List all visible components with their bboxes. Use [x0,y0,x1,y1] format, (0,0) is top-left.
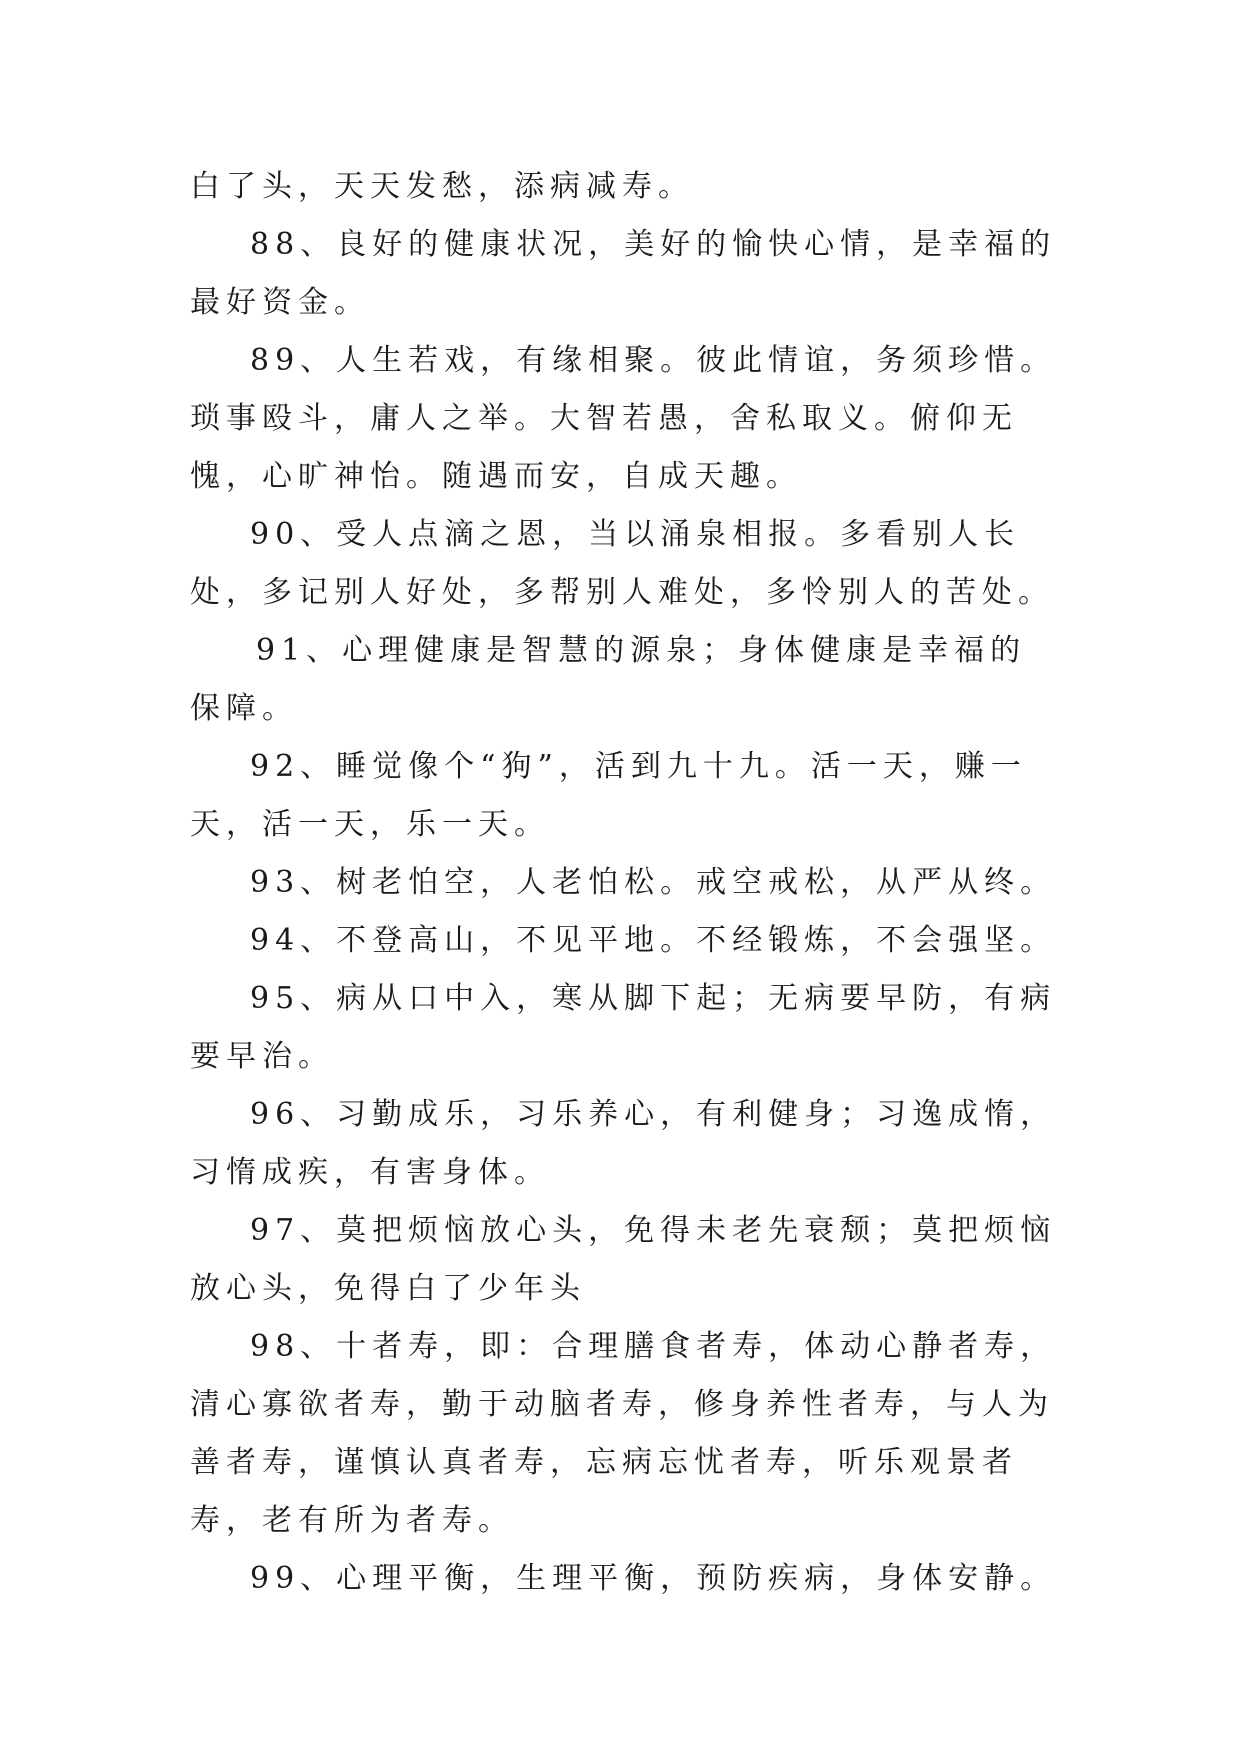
paragraph-99: 99、心理平衡，生理平衡，预防疾病，身体安静。 [250,1561,1057,1596]
paragraph-91: 91、心理健康是智慧的源泉；身体健康是幸福的保障。 [190,633,1027,726]
paragraph-96: 96、习勤成乐，习乐养心，有利健身；习逸成惰，习惰成疾，有害身体。 [190,1097,1057,1190]
paragraph-90: 90、受人点滴之恩，当以涌泉相报。多看别人长处，多记别人好处，多帮别人难处，多怜别人的苦处。 [190,517,1054,610]
document-body [190,158,1060,1608]
paragraph-88: 88、良好的健康状况，美好的愉快心情，是幸福的最好资金。 [190,227,1057,320]
paragraph-89: 89、人生若戏，有缘相聚。彼此情谊，务须珍惜。琐事殴斗，庸人之举。大智若愚，舍私取义。俯仰无愧，心旷神怡。随遇而安，自成天趣。 [190,343,1057,494]
paragraph-93: 93、树老怕空，人老怕松。戒空戒松，从严从终。 [250,865,1057,900]
paragraph-continuation: 白了头，天天发愁，添病减寿。 [190,169,694,204]
paragraph-98: 98、十者寿，即：合理膳食者寿，体动心静者寿，清心寡欲者寿，勤于动脑者寿，修身养性者寿，与人为善者寿，谨慎认真者寿，忘病忘忧者寿，听乐观景者寿，老有所为者寿。 [190,1329,1057,1538]
paragraph-97: 97、莫把烦恼放心头，免得未老先衰颓；莫把烦恼放心头，免得白了少年头 [190,1213,1057,1306]
paragraph-94: 94、不登高山，不见平地。不经锻炼，不会强坚。 [250,923,1057,958]
paragraph-95: 95、病从口中入，寒从脚下起；无病要早防，有病要早治。 [190,981,1057,1074]
paragraph-92: 92、睡觉像个“狗”，活到九十九。活一天，赚一天，活一天，乐一天。 [190,749,1027,842]
